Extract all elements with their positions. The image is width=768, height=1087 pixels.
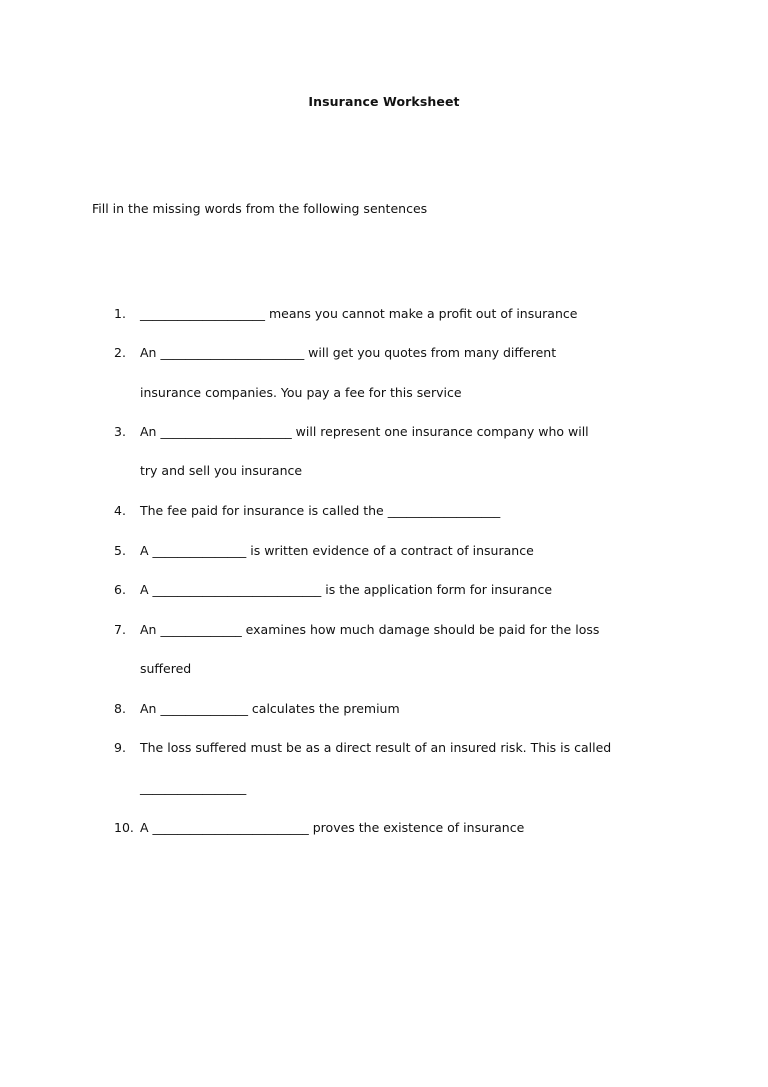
question-text: The loss suffered must be as a direct result of an insured risk. This is called [140,740,612,755]
instructions-text: Fill in the missing words from the following sentences [92,201,428,216]
question-number: 9. [114,740,126,755]
question-number: 10. [114,820,134,835]
question-text-continued: try and sell you insurance [140,463,303,478]
question-number: 4. [114,503,126,518]
question-text: An _______________________ will get you quotes from many different [140,345,557,360]
question-text: An _____________ examines how much damage should be paid for the loss [140,622,600,637]
question-number: 5. [114,543,126,558]
question-text: ____________________ means you cannot make a profit out of insurance [140,306,578,321]
question-text-continued: suffered [140,661,192,676]
question-text-continued: insurance companies. You pay a fee for this service [140,385,462,400]
question-text: A _______________ is written evidence of a contract of insurance [140,543,534,558]
question-number: 6. [114,582,126,597]
question-text: A _________________________ proves the existence of insurance [140,820,525,835]
answer-blank: _________________ [140,780,247,795]
question-text: An _____________________ will represent one insurance company who will [140,424,589,439]
question-number: 1. [114,306,126,321]
question-number: 2. [114,345,126,360]
worksheet-title: Insurance Worksheet [308,94,460,109]
question-text: A ___________________________ is the application form for insurance [140,582,553,597]
question-number: 7. [114,622,126,637]
question-number: 8. [114,701,126,716]
question-text: The fee paid for insurance is called the __________________ [140,503,501,518]
question-number: 3. [114,424,126,439]
question-text: An ______________ calculates the premium [140,701,400,716]
